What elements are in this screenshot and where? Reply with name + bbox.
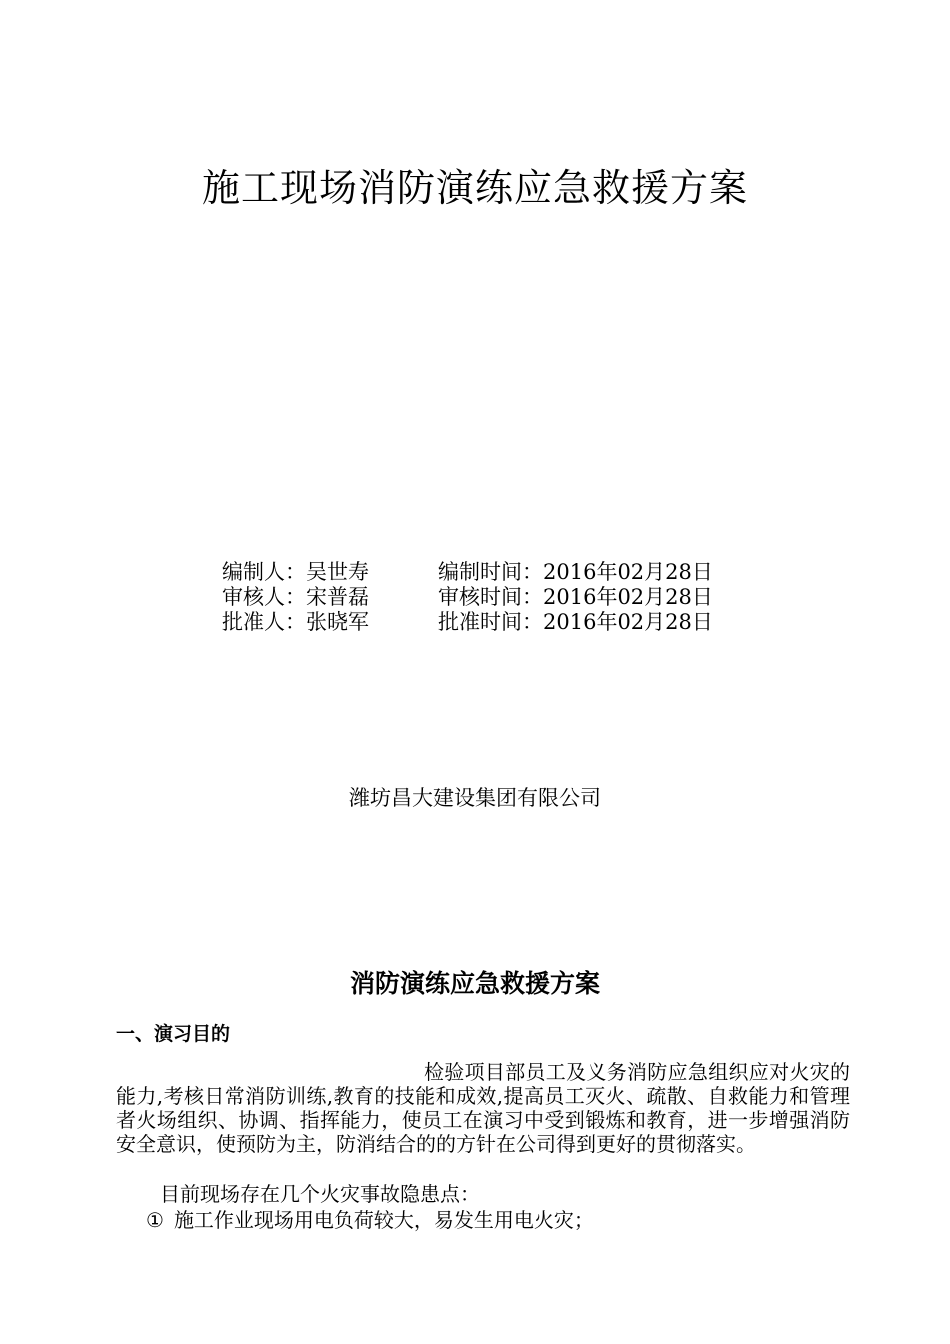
paragraph-hazards-intro: 目前现场存在几个火灾事故隐患点： xyxy=(160,1182,480,1206)
reviewed-by: 审核人：宋普磊 xyxy=(222,585,369,609)
approved-date: 批准时间：2016年02月28日 xyxy=(438,610,713,634)
signoff-block xyxy=(222,560,713,635)
heading-drill-purpose: 一、演习目的 xyxy=(116,1023,231,1045)
document-title: 施工现场消防演练应急救援方案 xyxy=(201,166,748,210)
approved-by: 批准人：张晓军 xyxy=(222,610,369,634)
signoff-row-prepared xyxy=(222,560,713,585)
list-marker: ① xyxy=(146,1208,164,1232)
prepared-by: 编制人：吴世寿 xyxy=(222,560,369,584)
signoff-row-approved xyxy=(222,610,713,635)
list-item xyxy=(146,1208,594,1232)
signoff-row-reviewed xyxy=(222,585,713,610)
company-name: 潍坊昌大建设集团有限公司 xyxy=(349,786,601,810)
prepared-date: 编制时间：2016年02月28日 xyxy=(438,560,713,584)
section-title: 消防演练应急救援方案 xyxy=(349,969,600,998)
paragraph-purpose: 检验项目部员工及义务消防应急组织应对火灾的能力,考核日常消防训练,教育的技能和成效,提高员工灭火、疏散、自救能力和管理者火场组织、协调、指挥能力，使员工在演习中受到锻炼和教育，进一步增强消防安全意识，使预防为主，防消结合的的方针在公司得到更好的贯彻落实。 xyxy=(116,1060,850,1156)
list-item-text: 施工作业现场用电负荷较大，易发生用电火灾； xyxy=(173,1208,594,1232)
reviewed-date: 审核时间：2016年02月28日 xyxy=(438,585,713,609)
